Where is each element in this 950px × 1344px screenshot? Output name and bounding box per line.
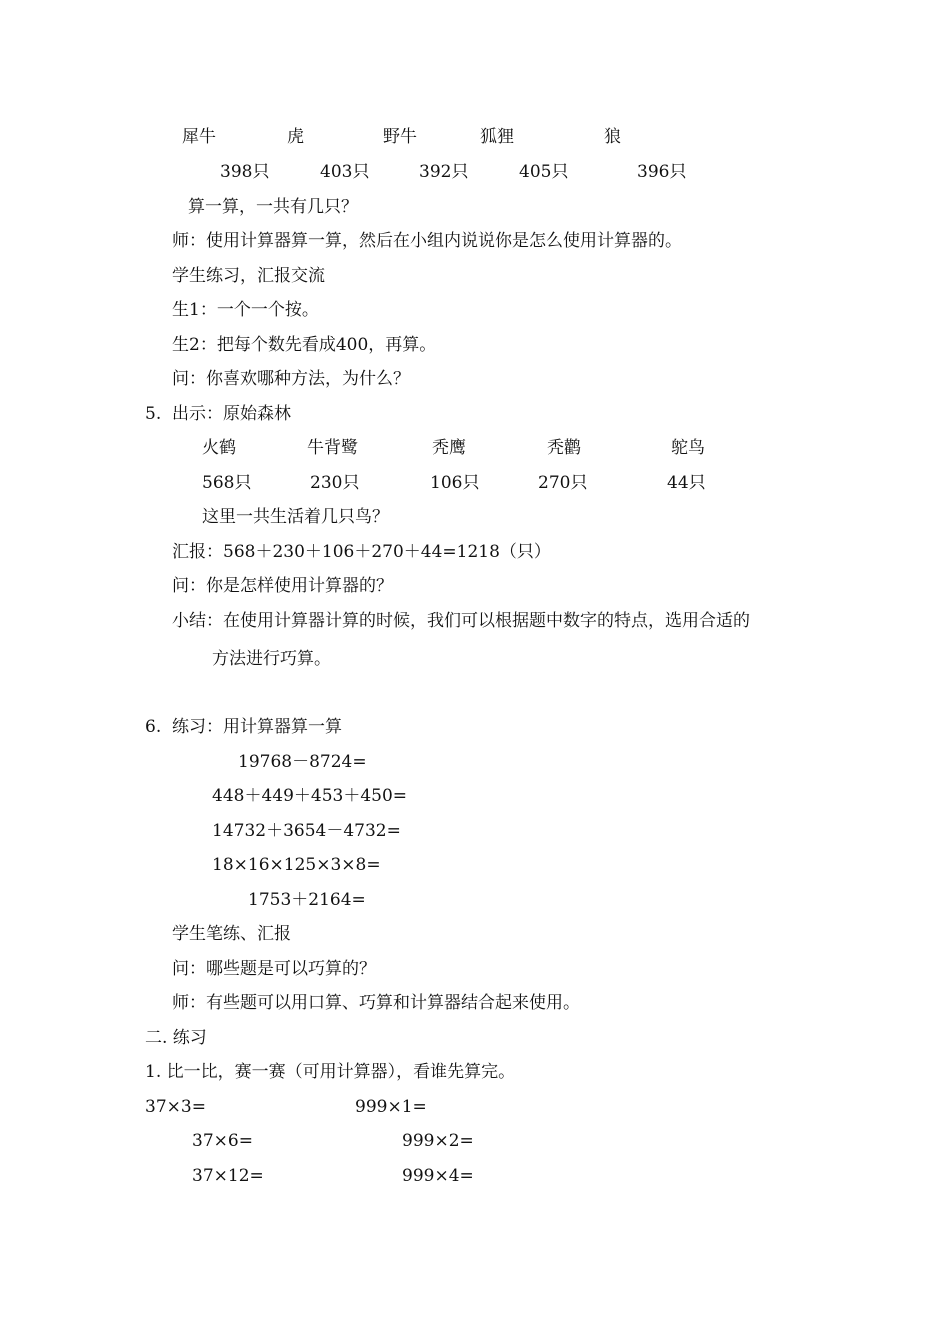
exercise-item: 1. 比一比，赛一赛（可用计算器），看谁先算完。	[145, 1062, 516, 1082]
section-number: 5.	[145, 404, 162, 424]
report-line: 汇报：568＋230＋106＋270＋44=1218（只）	[172, 542, 551, 562]
exercise-expr: 37×3=	[145, 1097, 206, 1117]
animal-name: 犀牛	[182, 127, 216, 147]
section-title: 出示：原始森林	[172, 404, 291, 424]
summary-line: 小结：在使用计算器计算的时候，我们可以根据题中数字的特点，选用合适的	[172, 611, 750, 631]
exercise-expr: 37×6=	[192, 1131, 253, 1151]
text-line: 问：你喜欢哪种方法，为什么？	[172, 369, 410, 389]
animal-name: 野牛	[383, 127, 417, 147]
bird-name: 牛背鹭	[307, 438, 358, 458]
exercise-expr: 999×2=	[402, 1131, 474, 1151]
text-line: 师：使用计算器算一算，然后在小组内说说你是怎么使用计算器的。	[172, 231, 682, 251]
animals-question: 算一算，一共有几只？	[188, 197, 358, 217]
text-line: 生2：把每个数先看成400，再算。	[172, 335, 437, 355]
animal-name: 虎	[287, 127, 304, 147]
expression: 14732＋3654－4732=	[212, 821, 401, 841]
text-line: 生1：一个一个按。	[172, 300, 319, 320]
text-line: 学生笔练、汇报	[172, 924, 291, 944]
text-line: 问：哪些题是可以巧算的？	[172, 959, 376, 979]
bird-name: 秃鹳	[547, 438, 581, 458]
bird-name: 鸵鸟	[671, 438, 705, 458]
birds-question: 这里一共生活着几只鸟？	[202, 507, 389, 527]
section-number: 6.	[145, 717, 162, 737]
animal-name: 狐狸	[480, 127, 514, 147]
summary-line: 方法进行巧算。	[212, 649, 331, 669]
exercise-expr: 37×12=	[192, 1166, 264, 1186]
text-line: 学生练习，汇报交流	[172, 266, 325, 286]
expression: 19768－8724=	[238, 752, 367, 772]
exercise-expr: 999×4=	[402, 1166, 474, 1186]
text-line: 师：有些题可以用口算、巧算和计算器结合起来使用。	[172, 993, 580, 1013]
bird-count: 230只	[310, 473, 360, 493]
bird-count: 106只	[430, 473, 480, 493]
animal-name: 狼	[604, 127, 621, 147]
animal-count: 396只	[637, 162, 687, 182]
part-heading: 二. 练习	[145, 1028, 207, 1048]
bird-count: 270只	[538, 473, 588, 493]
animal-count: 405只	[519, 162, 569, 182]
section-title: 练习：用计算器算一算	[172, 717, 342, 737]
bird-name: 秃鹰	[432, 438, 466, 458]
expression: 18×16×125×3×8=	[212, 855, 381, 875]
exercise-expr: 999×1=	[355, 1097, 427, 1117]
expression: 1753＋2164=	[248, 890, 366, 910]
animal-count: 392只	[419, 162, 469, 182]
bird-name: 火鹤	[202, 438, 236, 458]
animal-count: 403只	[320, 162, 370, 182]
bird-count: 44只	[667, 473, 706, 493]
animal-count: 398只	[220, 162, 270, 182]
ask-line: 问：你是怎样使用计算器的？	[172, 576, 393, 596]
expression: 448＋449＋453＋450=	[212, 786, 408, 806]
bird-count: 568只	[202, 473, 252, 493]
